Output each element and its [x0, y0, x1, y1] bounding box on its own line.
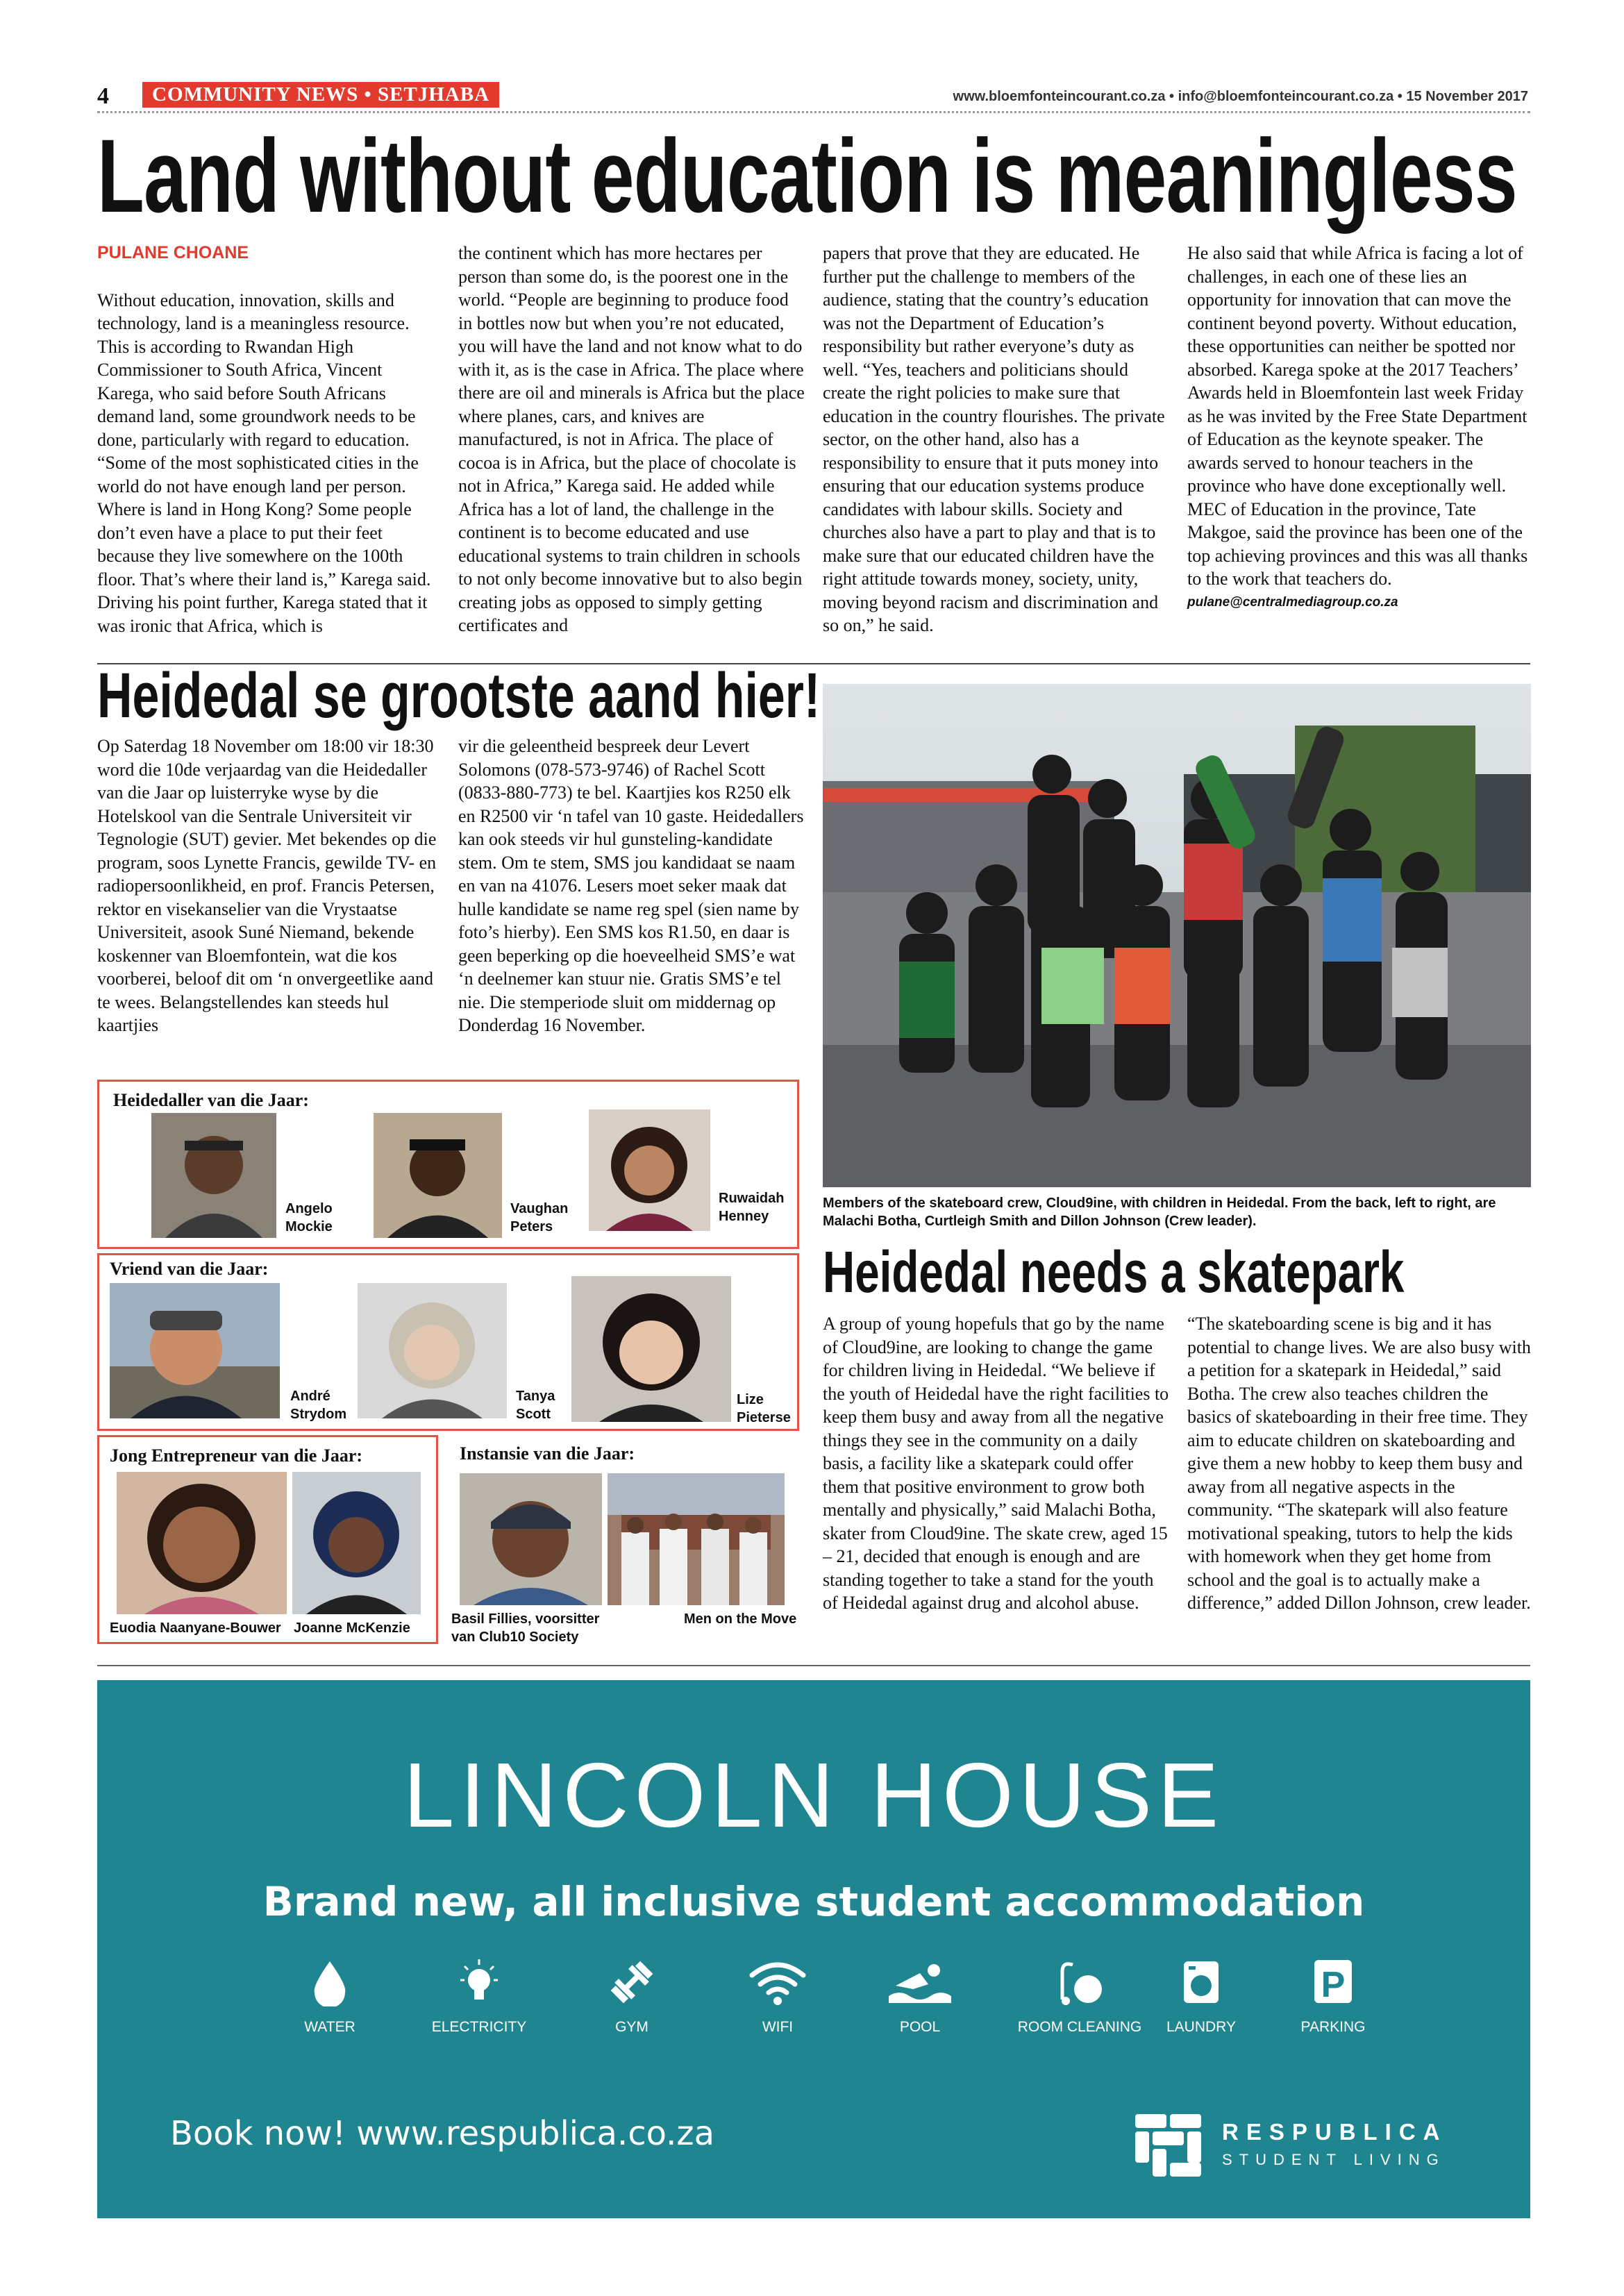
advert-lincoln-house — [97, 1680, 1530, 2218]
ad-subtitle: Brand new, all inclusive student accommodation — [262, 1878, 1365, 1925]
amenity-parking — [1278, 1958, 1389, 2036]
amenity-electricity — [424, 1958, 535, 2036]
heidedaller-title: Heidedaller van die Jaar: — [113, 1090, 309, 1110]
respublica-brand: RESPUBLICA — [1222, 2119, 1448, 2145]
nominee-name: Basil Fillies, voorsitter van Club10 Society — [451, 1611, 600, 1645]
portrait-ruwaidah-henney — [589, 1109, 710, 1231]
section-tag: COMMUNITY NEWS • SETJHABA — [142, 82, 499, 108]
photo-skateboard-crew — [823, 684, 1531, 1187]
box-vriend — [97, 1253, 799, 1431]
photo-caption: Members of the skateboard crew, Cloud9ine, with children in Heidedal. From the back, left to right, are Malachi Botha, Curtleigh Smith and Dillon Johnson (Crew leader). — [823, 1196, 1496, 1229]
box-entrepreneur — [97, 1435, 438, 1644]
amenity-label: WIFI — [762, 2019, 794, 2035]
amenity-label: GYM — [615, 2019, 648, 2035]
nominee-name: Euodia Naanyane-Bouwer — [110, 1620, 281, 1636]
nominee-name: Angelo Mockie — [285, 1201, 333, 1234]
nominee-name: Ruwaidah Henney — [719, 1191, 785, 1224]
author-email: pulane@centralmediagroup.co.za — [1187, 594, 1398, 610]
header-rule — [97, 111, 1530, 113]
respublica-tagline: STUDENT LIVING — [1222, 2151, 1446, 2168]
ad-book-now: Book now! www.respublica.co.za — [170, 2114, 714, 2153]
portrait-joanne-mckenzie — [292, 1472, 421, 1614]
portrait-lize-pieterse — [571, 1276, 731, 1422]
page-number: 4 — [97, 83, 109, 109]
article3-text-1: A group of young hopefuls that go by the name of Cloud9ine, are looking to change the game for children living in Heidedal. “We believe if the youth of Heidedal have the right facilities to keep them busy and away from all the negative things they see in the community on a daily basis, a facility like a skatepark could offer them that positive environment to grow both mentally and physically,” said Malachi Botha, skater from Cloud9ine. The skate crew, aged 15 – 21, decided that enough is enough and are standing together to take a stand for the youth of Heidedal against drug and alcohol abuse. — [823, 1314, 1169, 1613]
vriend-title: Vriend van die Jaar: — [110, 1259, 269, 1279]
headline-heidedal-aand: Heidedal se grootste aand hier! — [97, 660, 821, 731]
lightbulb-icon — [455, 1958, 503, 2006]
article3-text-2: “The skateboarding scene is big and it has potential to change lives. We are also busy with a petition for a skatepark in Heidedal,” said Botha. The crew also teaches children the basics of skateboarding in their free time. They aim to educate children on skateboarding and give them a new hobby to keep them busy and away from all negative aspects in the community. “The skatepark will also feature motivational speaking, tutors to help the kids with homework when they get home from school and the goal is to actually make a difference,” added Dillon Johnson, crew leader. — [1187, 1314, 1531, 1613]
article1-text-3: papers that prove that they are educated. He further put the challenge to members of the audience, stating that the country’s education was not the Department of Education’s responsibility but rather everyone’s duty as well. “Yes, teachers and politicians should create the right policies to make sure that education in the country flourishes. The private sector, on the other hand, also has a responsibility to ensure that it puts money into ensuring that our education systems produce candidates with labour skills. Society and churches also have a part to play and that is to make sure that our educated children have the right attitude towards money, society, unity, moving beyond racism and discrimination and so on,” he said. — [823, 243, 1165, 635]
article2-text-1: Op Saterdag 18 November om 18:00 vir 18:30 word die 10de verjaardag van die Heidedaller van die Jaar op luisterryke wyse by die Hotelskool van die Sentrale Universiteit vir Tegnologie (SUT) gevier. Met bekendes op die program, soos Lynette Francis, gewilde TV- en radiopersoonlikheid, en prof. Francis Petersen, rektor en visekanselier van die Vrystaatse Universiteit, asook Suné Niemand, bekende koskenner van Bloemfontein, wat die kos voorberei, beloof dit om ‘n onvergeetlike aand te wees. Belangstellendes kan steeds hul kaartjies — [97, 736, 437, 1035]
wifi-icon — [746, 1958, 809, 2006]
nominee-name: André Strydom — [290, 1389, 347, 1422]
box-heidedaller — [97, 1080, 799, 1249]
portrait-andre-strydom — [110, 1283, 280, 1418]
nominee-name: Lize Pieterse — [737, 1392, 791, 1425]
amenity-label: WATER — [304, 2019, 355, 2035]
portrait-angelo-mockie — [151, 1113, 276, 1238]
amenity-laundry — [1146, 1958, 1257, 2036]
article1-column-1 — [97, 242, 434, 637]
article1-column-4 — [1187, 242, 1531, 614]
article3-column-2 — [1187, 1312, 1531, 1615]
divider — [97, 1665, 1530, 1666]
amenity-wifi — [722, 1958, 833, 2036]
entrepreneur-title: Jong Entrepreneur van die Jaar: — [110, 1446, 363, 1466]
article1-column-3 — [823, 242, 1170, 637]
headline-land: Land without education is meaningless — [97, 117, 1517, 234]
amenity-room-cleaning — [1014, 1958, 1146, 2036]
dumbbell-icon — [608, 1958, 656, 2006]
article2-column-2 — [458, 735, 805, 1037]
amenity-water — [274, 1958, 385, 2036]
portrait-basil-fillies — [460, 1473, 602, 1605]
amenity-label: POOL — [899, 2019, 941, 2035]
article1-column-2 — [458, 242, 805, 637]
article1-text-2: the continent which has more hectares per person than some do, is the poorest one in the world. “People are beginning to produce food in bottles now but when you’re not educated, you will have the land and not know what to do with it, as is the case in Africa. The place where there are oil and minerals is Africa but the place where planes, cars, and knives are manufactured, is not in Africa. The place of cocoa is in Africa, but the place of chocolate is not in Africa,” Karega said. He added while Africa has a lot of land, the challenge in the continent is to become educated and use educational systems to train children in schools to not only become innovative but to also begin creating jobs as opposed to simply getting certificates and — [458, 243, 805, 635]
amenity-label: LAUNDRY — [1166, 2019, 1236, 2035]
nominee-name: Joanne McKenzie — [294, 1620, 410, 1636]
washing-machine-icon — [1180, 1958, 1222, 2006]
article2-column-1 — [97, 735, 444, 1037]
amenity-label: ROOM CLEANING — [1017, 2019, 1142, 2035]
swimmer-icon — [885, 1958, 955, 2006]
amenity-gym — [576, 1958, 687, 2036]
instansie-title: Instansie van die Jaar: — [460, 1443, 635, 1464]
portrait-tanya-scott — [358, 1283, 507, 1418]
photo-men-on-the-move — [608, 1473, 785, 1605]
parking-icon — [1312, 1958, 1354, 2006]
respublica-logo-icon — [1132, 2111, 1208, 2184]
article1-text-1: Without education, innovation, skills and technology, land is a meaningless resource. This is according to Rwandan High Commissioner to South Africa, Vincent Karega, who said before South Africans demand land, some groundwork needs to be done, particularly with regard to education. “Some of the most sophisticated cities in the world do not have enough land per person. Where is land in Hong Kong? Some people don’t even have a place to put their feet because they live somewhere on the 100th floor. That’s where their land is,” Karega said. Driving his point further, Karega stated that it was ironic that Africa, which is — [97, 290, 431, 636]
nominee-name: Vaughan Peters — [510, 1201, 569, 1234]
byline: PULANE CHOANE — [97, 243, 249, 262]
article3-column-1 — [823, 1312, 1170, 1615]
box-instansie — [451, 1435, 795, 1643]
headline-skatepark: Heidedal needs a skatepark — [823, 1239, 1405, 1305]
header-info: www.bloemfonteincourant.co.za • info@bloemfonteincourant.co.za • 15 November 2017 — [953, 89, 1528, 104]
amenity-pool — [864, 1958, 976, 2036]
amenity-label: ELECTRICITY — [431, 2019, 527, 2035]
amenity-label: PARKING — [1300, 2019, 1366, 2035]
nominee-name: Tanya Scott — [516, 1389, 555, 1422]
svg-text:P: P — [1321, 1965, 1346, 2005]
portrait-vaughan-peters — [374, 1113, 502, 1238]
portrait-euodia — [117, 1472, 287, 1614]
article1-text-4: He also said that while Africa is facing a lot of challenges, in each one of these lies an opportunity for innovation that can move the continent beyond poverty. Without education, these opportunities can neither be spotted nor absorbed. Karega spoke at the 2017 Teachers’ Awards held in Bloemfontein last week Friday as he was invited by the Free State Department of Education as the keynote speaker. The awards served to honour teachers in the province who have done exceptionally well. MEC of Education in the province, Tate Makgoe, said the province has been one of the top achieving provinces and this was all thanks to the work that teachers do. — [1187, 243, 1528, 589]
ad-title: LINCOLN HOUSE — [403, 1744, 1225, 1846]
article2-text-2: vir die geleentheid bespreek deur Levert Solomons (078-573-9746) of Rachel Scott (0833-880-773) te bel. Kaartjies kos R250 elk en R2500 vir ‘n tafel van 10 gaste. Heidedallers kan ook steeds vir hul gunsteling-kandidate stem. Om te stem, SMS jou kandidaat se naam en van na 41076. Lesers moet seker maak dat hulle kandidate se name reg spel (sien name by foto’s hierby). Een SMS kos R1.50, en daar is geen beperking op die hoeveelheid SMS’e wat ‘n deelnemer kan stuur nie. Gratis SMS’e tel nie. Die stemperiode sluit om middernag op Donderdag 16 November. — [458, 736, 804, 1035]
vacuum-icon — [1052, 1958, 1107, 2006]
water-icon — [309, 1958, 351, 2006]
nominee-name: Men on the Move — [684, 1611, 797, 1627]
